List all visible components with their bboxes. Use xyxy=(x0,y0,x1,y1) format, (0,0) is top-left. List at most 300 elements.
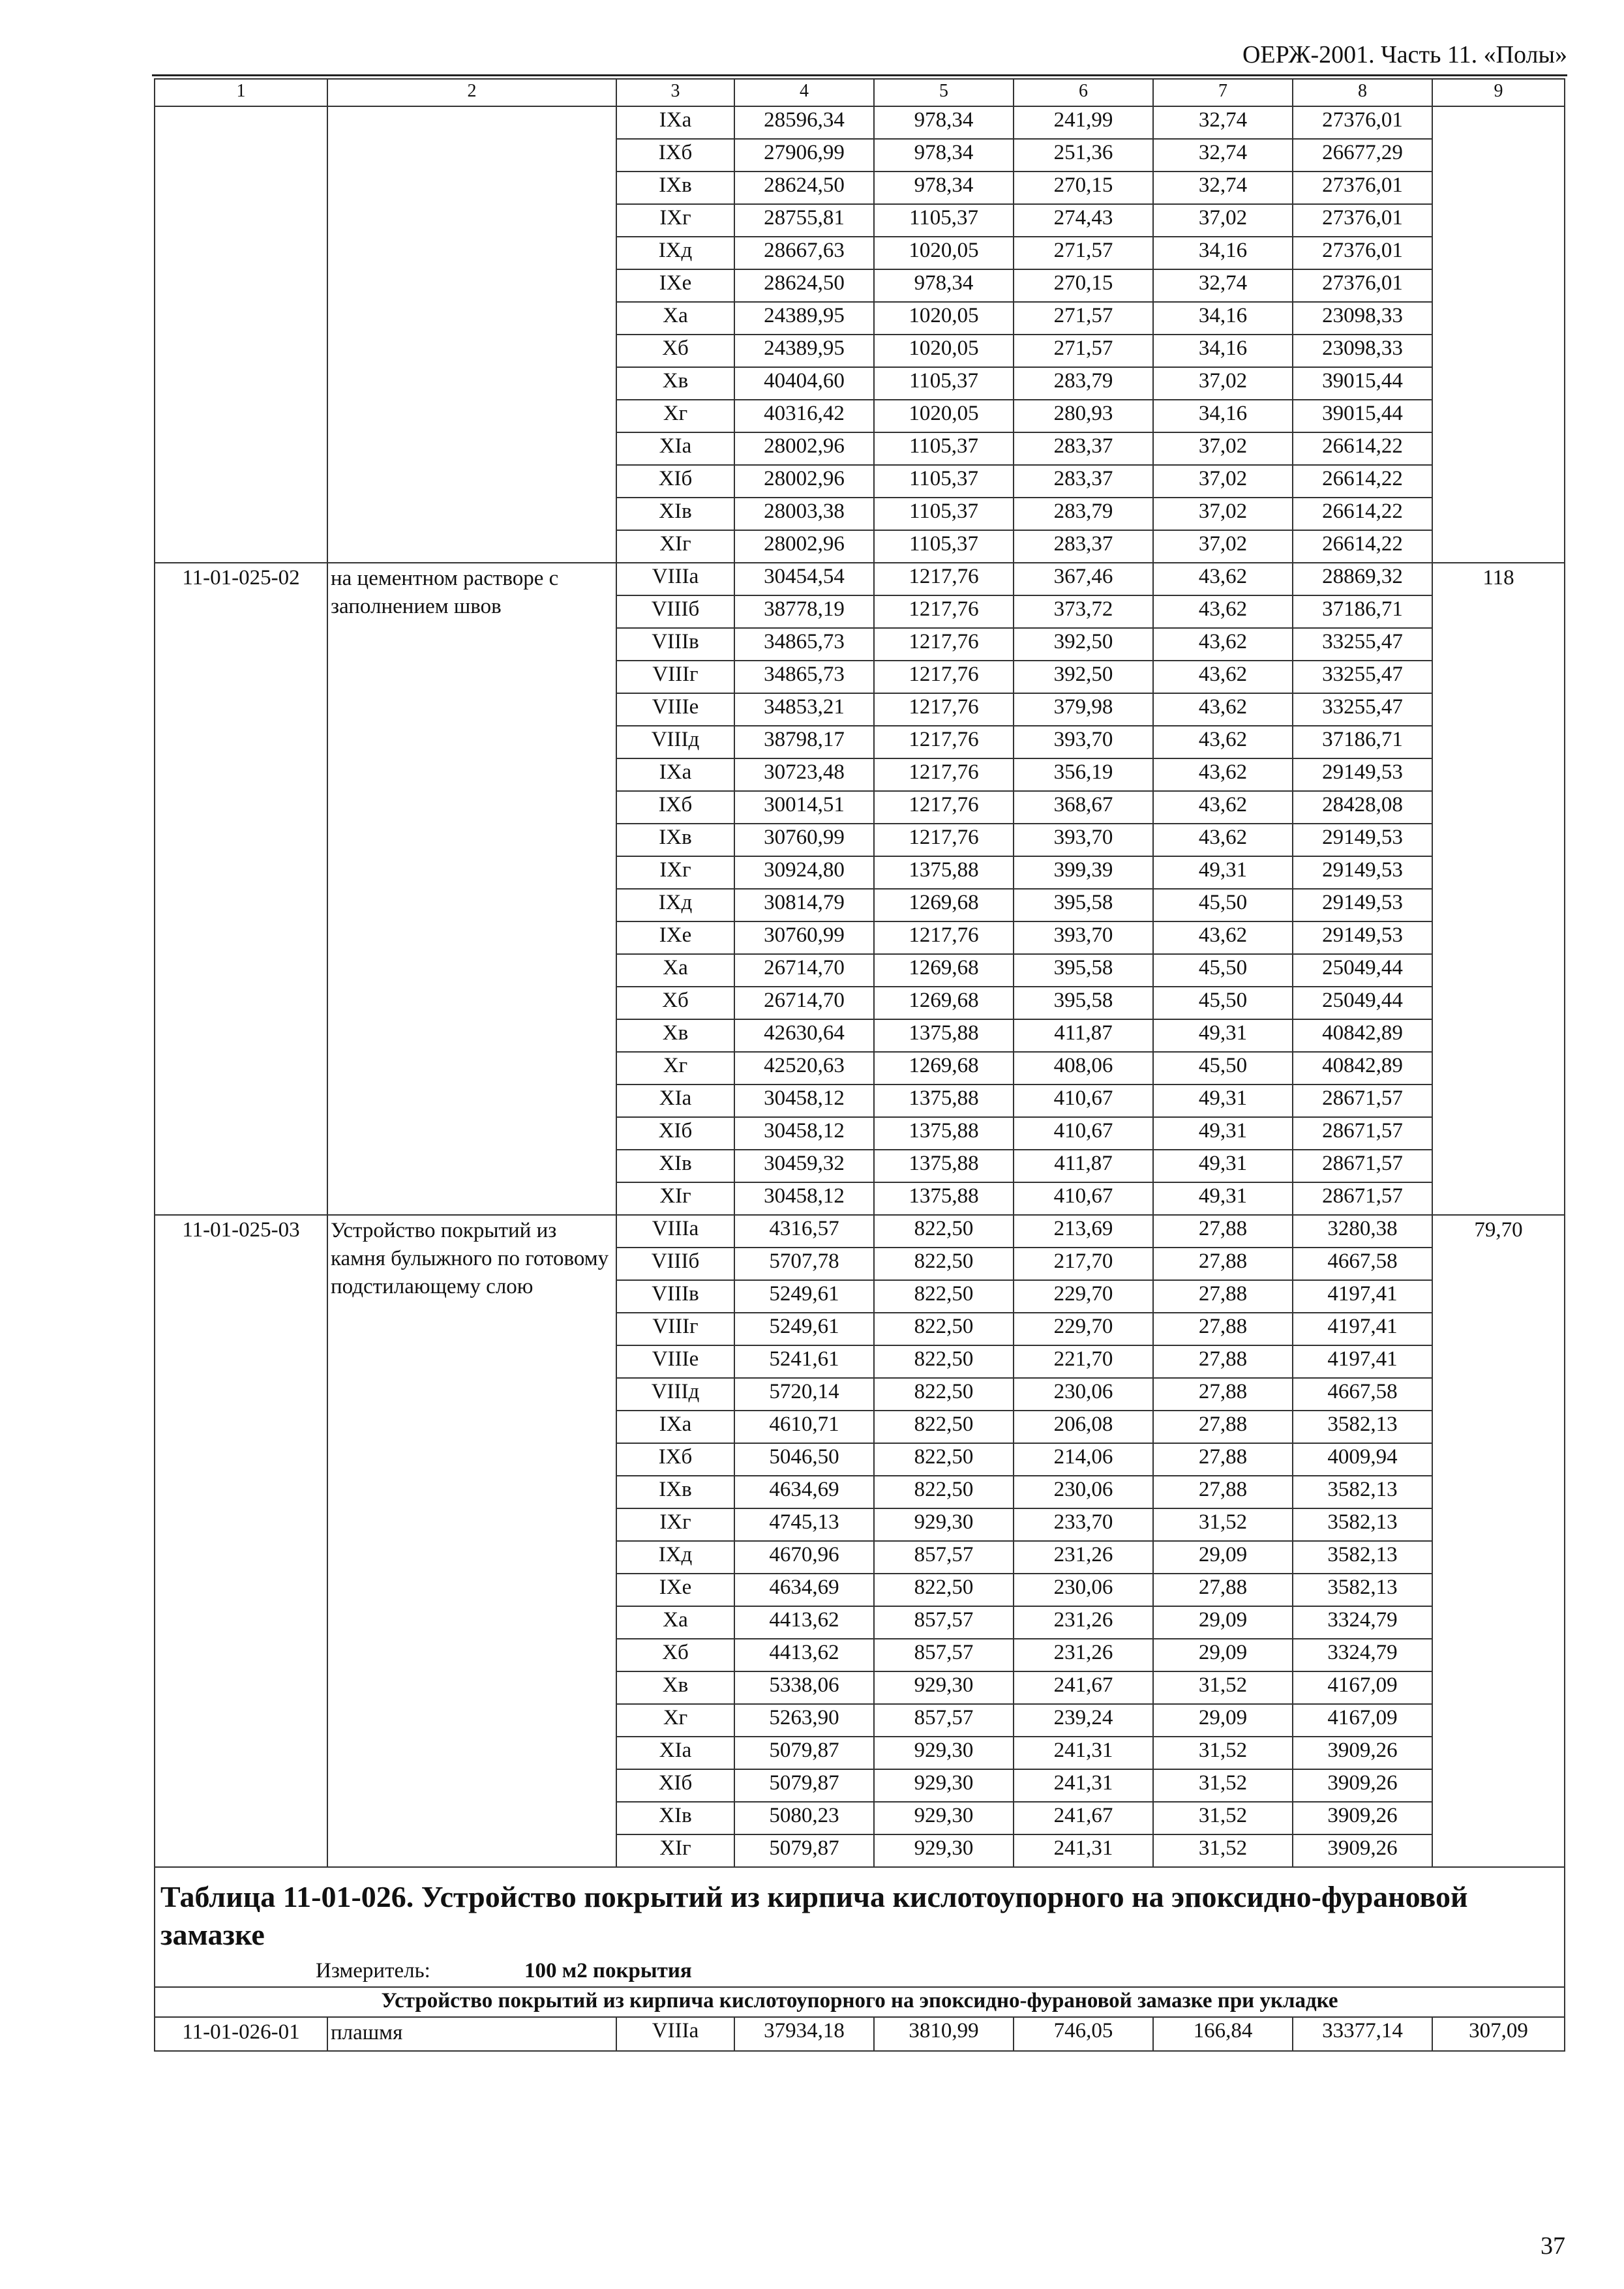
value-cell: 3582,13 xyxy=(1293,1541,1432,1574)
value-cell: 42520,63 xyxy=(734,1052,874,1085)
item-description: на цементном растворе с заполнением швов xyxy=(327,563,616,1215)
value-cell: 822,50 xyxy=(874,1280,1014,1313)
table-row xyxy=(155,106,1565,139)
zone-cell: XIа xyxy=(616,1085,734,1117)
zone-cell: XIв xyxy=(616,498,734,530)
value-cell: 30723,48 xyxy=(734,758,874,791)
value-cell: 5079,87 xyxy=(734,1737,874,1769)
value-cell: 49,31 xyxy=(1153,1150,1293,1182)
value-cell: 241,67 xyxy=(1014,1671,1153,1704)
value-cell: 274,43 xyxy=(1014,204,1153,237)
value-cell: 4610,71 xyxy=(734,1411,874,1443)
value-cell: 239,24 xyxy=(1014,1704,1153,1737)
value-cell: 4197,41 xyxy=(1293,1280,1432,1313)
zone-cell: VIIIе xyxy=(616,693,734,726)
value-cell: 49,31 xyxy=(1153,1117,1293,1150)
value-cell: 271,57 xyxy=(1014,237,1153,269)
value-cell: 166,84 xyxy=(1153,2017,1293,2051)
value-cell: 5249,61 xyxy=(734,1280,874,1313)
value-cell: 29,09 xyxy=(1153,1606,1293,1639)
table-row xyxy=(155,2017,1565,2051)
value-cell: 929,30 xyxy=(874,1834,1014,1867)
value-cell: 1105,37 xyxy=(874,530,1014,563)
value-cell: 33255,47 xyxy=(1293,628,1432,661)
value-cell: 29149,53 xyxy=(1293,758,1432,791)
value-cell: 25049,44 xyxy=(1293,954,1432,987)
zone-cell: IXа xyxy=(616,758,734,791)
value-cell: 5079,87 xyxy=(734,1769,874,1802)
value-cell: 206,08 xyxy=(1014,1411,1153,1443)
value-cell: 30458,12 xyxy=(734,1117,874,1150)
value-cell: 27,88 xyxy=(1153,1280,1293,1313)
value-cell: 25049,44 xyxy=(1293,987,1432,1019)
value-cell: 822,50 xyxy=(874,1215,1014,1248)
zone-cell: XIв xyxy=(616,1150,734,1182)
value-cell: 37934,18 xyxy=(734,2017,874,2051)
value-cell: 1375,88 xyxy=(874,1019,1014,1052)
header-rule xyxy=(152,74,1567,76)
column-number: 4 xyxy=(734,79,874,106)
zone-cell: XIб xyxy=(616,1117,734,1150)
value-cell: 28869,32 xyxy=(1293,563,1432,595)
value-cell: 822,50 xyxy=(874,1411,1014,1443)
zone-cell: IXг xyxy=(616,204,734,237)
value-cell: 270,15 xyxy=(1014,269,1153,302)
value-cell: 4413,62 xyxy=(734,1639,874,1671)
value-cell: 31,52 xyxy=(1153,1769,1293,1802)
value-cell: 45,50 xyxy=(1153,889,1293,921)
value-cell: 978,34 xyxy=(874,269,1014,302)
total-col9 xyxy=(1432,106,1565,563)
value-cell: 5241,61 xyxy=(734,1345,874,1378)
value-cell: 34853,21 xyxy=(734,693,874,726)
value-cell: 4667,58 xyxy=(1293,1248,1432,1280)
value-cell: 34865,73 xyxy=(734,628,874,661)
value-cell: 3280,38 xyxy=(1293,1215,1432,1248)
value-cell: 43,62 xyxy=(1153,693,1293,726)
page-number: 37 xyxy=(1541,2232,1565,2260)
value-cell: 367,46 xyxy=(1014,563,1153,595)
value-cell: 929,30 xyxy=(874,1737,1014,1769)
value-cell: 27376,01 xyxy=(1293,172,1432,204)
value-cell: 39015,44 xyxy=(1293,367,1432,400)
value-cell: 1217,76 xyxy=(874,921,1014,954)
value-cell: 857,57 xyxy=(874,1541,1014,1574)
value-cell: 43,62 xyxy=(1153,758,1293,791)
zone-cell: Xа xyxy=(616,302,734,335)
zone-cell: VIIIв xyxy=(616,628,734,661)
value-cell: 241,31 xyxy=(1014,1737,1153,1769)
value-cell: 49,31 xyxy=(1153,1085,1293,1117)
value-cell: 3324,79 xyxy=(1293,1606,1432,1639)
value-cell: 1269,68 xyxy=(874,987,1014,1019)
value-cell: 30014,51 xyxy=(734,791,874,824)
column-number: 3 xyxy=(616,79,734,106)
zone-cell: Xб xyxy=(616,335,734,367)
value-cell: 49,31 xyxy=(1153,1019,1293,1052)
value-cell: 1217,76 xyxy=(874,693,1014,726)
value-cell: 28002,96 xyxy=(734,432,874,465)
value-cell: 411,87 xyxy=(1014,1150,1153,1182)
value-cell: 31,52 xyxy=(1153,1737,1293,1769)
value-cell: 3582,13 xyxy=(1293,1574,1432,1606)
value-cell: 5079,87 xyxy=(734,1834,874,1867)
value-cell: 33377,14 xyxy=(1293,2017,1432,2051)
value-cell: 32,74 xyxy=(1153,139,1293,172)
value-cell: 49,31 xyxy=(1153,856,1293,889)
zone-cell: VIIIе xyxy=(616,1345,734,1378)
value-cell: 395,58 xyxy=(1014,954,1153,987)
value-cell: 4667,58 xyxy=(1293,1378,1432,1411)
value-cell: 392,50 xyxy=(1014,661,1153,693)
value-cell: 3909,26 xyxy=(1293,1769,1432,1802)
value-cell: 34,16 xyxy=(1153,335,1293,367)
value-cell: 45,50 xyxy=(1153,954,1293,987)
value-cell: 29,09 xyxy=(1153,1639,1293,1671)
value-cell: 4197,41 xyxy=(1293,1313,1432,1345)
value-cell: 978,34 xyxy=(874,106,1014,139)
value-cell: 4634,69 xyxy=(734,1574,874,1606)
value-cell: 393,70 xyxy=(1014,921,1153,954)
value-cell: 32,74 xyxy=(1153,172,1293,204)
zone-cell: XIа xyxy=(616,432,734,465)
column-number: 1 xyxy=(155,79,327,106)
value-cell: 3582,13 xyxy=(1293,1476,1432,1508)
price-table xyxy=(154,78,1565,2052)
value-cell: 3909,26 xyxy=(1293,1737,1432,1769)
column-number-row xyxy=(155,79,1565,106)
value-cell: 33255,47 xyxy=(1293,693,1432,726)
value-cell: 1020,05 xyxy=(874,335,1014,367)
zone-cell: VIIIа xyxy=(616,2017,734,2051)
value-cell: 40842,89 xyxy=(1293,1019,1432,1052)
value-cell: 231,26 xyxy=(1014,1541,1153,1574)
zone-cell: Xв xyxy=(616,1019,734,1052)
value-cell: 1375,88 xyxy=(874,856,1014,889)
value-cell: 3909,26 xyxy=(1293,1834,1432,1867)
value-cell: 40842,89 xyxy=(1293,1052,1432,1085)
value-cell: 5249,61 xyxy=(734,1313,874,1345)
zone-cell: IXв xyxy=(616,172,734,204)
value-cell: 27,88 xyxy=(1153,1411,1293,1443)
value-cell: 29149,53 xyxy=(1293,856,1432,889)
column-number: 7 xyxy=(1153,79,1293,106)
value-cell: 1375,88 xyxy=(874,1117,1014,1150)
table-title: Таблица 11-01-026. Устройство покрытий из кирпича кислотоупорного на эпоксидно-фурановой замазке xyxy=(155,1867,1565,1958)
zone-cell: Xа xyxy=(616,1606,734,1639)
item-description: Устройство покрытий из камня булыжного по готовому подстилающему слою xyxy=(327,1215,616,1867)
value-cell: 392,50 xyxy=(1014,628,1153,661)
value-cell: 28671,57 xyxy=(1293,1117,1432,1150)
zone-cell: IXа xyxy=(616,1411,734,1443)
zone-cell: VIIIб xyxy=(616,595,734,628)
zone-cell: VIIIв xyxy=(616,1280,734,1313)
value-cell: 49,31 xyxy=(1153,1182,1293,1215)
zone-cell: VIIIд xyxy=(616,726,734,758)
value-cell: 857,57 xyxy=(874,1639,1014,1671)
value-cell: 373,72 xyxy=(1014,595,1153,628)
value-cell: 43,62 xyxy=(1153,791,1293,824)
value-cell: 3582,13 xyxy=(1293,1411,1432,1443)
value-cell: 27,88 xyxy=(1153,1443,1293,1476)
value-cell: 42630,64 xyxy=(734,1019,874,1052)
value-cell: 229,70 xyxy=(1014,1280,1153,1313)
value-cell: 30454,54 xyxy=(734,563,874,595)
value-cell: 1375,88 xyxy=(874,1085,1014,1117)
value-cell: 27,88 xyxy=(1153,1345,1293,1378)
zone-cell: IXе xyxy=(616,1574,734,1606)
value-cell: 822,50 xyxy=(874,1378,1014,1411)
zone-cell: IXб xyxy=(616,139,734,172)
value-cell: 30760,99 xyxy=(734,921,874,954)
zone-cell: VIIIб xyxy=(616,1248,734,1280)
zone-cell: XIб xyxy=(616,465,734,498)
value-cell: 5707,78 xyxy=(734,1248,874,1280)
value-cell: 1020,05 xyxy=(874,237,1014,269)
value-cell: 221,70 xyxy=(1014,1345,1153,1378)
value-cell: 28596,34 xyxy=(734,106,874,139)
value-cell: 45,50 xyxy=(1153,1052,1293,1085)
value-cell: 43,62 xyxy=(1153,661,1293,693)
zone-cell: IXв xyxy=(616,1476,734,1508)
table-row xyxy=(155,1215,1565,1248)
value-cell: 4745,13 xyxy=(734,1508,874,1541)
zone-cell: IXг xyxy=(616,856,734,889)
zone-cell: XIв xyxy=(616,1802,734,1834)
value-cell: 40404,60 xyxy=(734,367,874,400)
zone-cell: IXа xyxy=(616,106,734,139)
value-cell: 857,57 xyxy=(874,1704,1014,1737)
zone-cell: XIг xyxy=(616,530,734,563)
running-header: ОЕРЖ-2001. Часть 11. «Полы» xyxy=(1242,41,1567,68)
value-cell: 23098,33 xyxy=(1293,302,1432,335)
value-cell: 26614,22 xyxy=(1293,465,1432,498)
value-cell: 230,06 xyxy=(1014,1476,1153,1508)
zone-cell: XIб xyxy=(616,1769,734,1802)
value-cell: 3810,99 xyxy=(874,2017,1014,2051)
item-code: 11-01-025-02 xyxy=(155,563,327,1215)
value-cell: 231,26 xyxy=(1014,1639,1153,1671)
value-cell: 410,67 xyxy=(1014,1085,1153,1117)
value-cell: 43,62 xyxy=(1153,563,1293,595)
value-cell: 30924,80 xyxy=(734,856,874,889)
zone-cell: Xг xyxy=(616,1704,734,1737)
value-cell: 822,50 xyxy=(874,1476,1014,1508)
value-cell: 271,57 xyxy=(1014,335,1153,367)
zone-cell: VIIIа xyxy=(616,563,734,595)
value-cell: 27,88 xyxy=(1153,1476,1293,1508)
value-cell: 24389,95 xyxy=(734,302,874,335)
value-cell: 399,39 xyxy=(1014,856,1153,889)
value-cell: 822,50 xyxy=(874,1313,1014,1345)
value-cell: 241,67 xyxy=(1014,1802,1153,1834)
value-cell: 27,88 xyxy=(1153,1248,1293,1280)
total-col9: 118 xyxy=(1432,563,1565,1215)
value-cell: 37,02 xyxy=(1153,498,1293,530)
value-cell: 30458,12 xyxy=(734,1182,874,1215)
value-cell: 5263,90 xyxy=(734,1704,874,1737)
item-code xyxy=(155,106,327,563)
column-number: 5 xyxy=(874,79,1014,106)
value-cell: 411,87 xyxy=(1014,1019,1153,1052)
value-cell: 30458,12 xyxy=(734,1085,874,1117)
value-cell: 1105,37 xyxy=(874,432,1014,465)
zone-cell: VIIIг xyxy=(616,661,734,693)
value-cell: 1217,76 xyxy=(874,595,1014,628)
value-cell: 978,34 xyxy=(874,139,1014,172)
value-cell: 929,30 xyxy=(874,1508,1014,1541)
value-cell: 379,98 xyxy=(1014,693,1153,726)
value-cell: 1217,76 xyxy=(874,563,1014,595)
value-cell: 28671,57 xyxy=(1293,1182,1432,1215)
value-cell: 229,70 xyxy=(1014,1313,1153,1345)
value-cell: 5720,14 xyxy=(734,1378,874,1411)
value-cell: 1105,37 xyxy=(874,367,1014,400)
value-cell: 5080,23 xyxy=(734,1802,874,1834)
value-cell: 1269,68 xyxy=(874,954,1014,987)
value-cell: 5046,50 xyxy=(734,1443,874,1476)
value-cell: 28624,50 xyxy=(734,172,874,204)
value-cell: 283,37 xyxy=(1014,530,1153,563)
value-cell: 1217,76 xyxy=(874,628,1014,661)
value-cell: 393,70 xyxy=(1014,824,1153,856)
value-cell: 43,62 xyxy=(1153,595,1293,628)
value-cell: 857,57 xyxy=(874,1606,1014,1639)
value-cell: 4316,57 xyxy=(734,1215,874,1248)
zone-cell: XIг xyxy=(616,1834,734,1867)
value-cell: 822,50 xyxy=(874,1443,1014,1476)
value-cell: 213,69 xyxy=(1014,1215,1153,1248)
zone-cell: IXб xyxy=(616,1443,734,1476)
value-cell: 43,62 xyxy=(1153,921,1293,954)
value-cell: 410,67 xyxy=(1014,1117,1153,1150)
value-cell: 408,06 xyxy=(1014,1052,1153,1085)
value-cell: 28755,81 xyxy=(734,204,874,237)
value-cell: 37,02 xyxy=(1153,465,1293,498)
value-cell: 4197,41 xyxy=(1293,1345,1432,1378)
value-cell: 5338,06 xyxy=(734,1671,874,1704)
value-cell: 1217,76 xyxy=(874,726,1014,758)
value-cell: 283,79 xyxy=(1014,367,1153,400)
value-cell: 28671,57 xyxy=(1293,1085,1432,1117)
value-cell: 26614,22 xyxy=(1293,432,1432,465)
value-cell: 280,93 xyxy=(1014,400,1153,432)
value-cell: 4413,62 xyxy=(734,1606,874,1639)
value-cell: 28671,57 xyxy=(1293,1150,1432,1182)
value-cell: 241,31 xyxy=(1014,1834,1153,1867)
value-cell: 37,02 xyxy=(1153,432,1293,465)
value-cell: 37,02 xyxy=(1153,530,1293,563)
item-description: плашмя xyxy=(327,2017,616,2051)
column-number: 2 xyxy=(327,79,616,106)
value-cell: 30814,79 xyxy=(734,889,874,921)
value-cell: 283,79 xyxy=(1014,498,1153,530)
value-cell: 27,88 xyxy=(1153,1378,1293,1411)
value-cell: 37,02 xyxy=(1153,367,1293,400)
value-cell: 27906,99 xyxy=(734,139,874,172)
value-cell: 1105,37 xyxy=(874,498,1014,530)
column-number: 9 xyxy=(1432,79,1565,106)
value-cell: 43,62 xyxy=(1153,824,1293,856)
value-cell: 1020,05 xyxy=(874,302,1014,335)
value-cell: 23098,33 xyxy=(1293,335,1432,367)
value-cell: 1375,88 xyxy=(874,1182,1014,1215)
value-cell: 33255,47 xyxy=(1293,661,1432,693)
value-cell: 1269,68 xyxy=(874,1052,1014,1085)
value-cell: 3909,26 xyxy=(1293,1802,1432,1834)
zone-cell: Xг xyxy=(616,400,734,432)
value-cell: 1105,37 xyxy=(874,204,1014,237)
zone-cell: VIIIг xyxy=(616,1313,734,1345)
value-cell: 1020,05 xyxy=(874,400,1014,432)
value-cell: 1217,76 xyxy=(874,791,1014,824)
value-cell: 43,62 xyxy=(1153,628,1293,661)
zone-cell: IXе xyxy=(616,921,734,954)
value-cell: 29149,53 xyxy=(1293,824,1432,856)
value-cell: 27,88 xyxy=(1153,1215,1293,1248)
value-cell: 410,67 xyxy=(1014,1182,1153,1215)
value-cell: 26677,29 xyxy=(1293,139,1432,172)
value-cell: 393,70 xyxy=(1014,726,1153,758)
value-cell: 34,16 xyxy=(1153,237,1293,269)
value-cell: 27376,01 xyxy=(1293,106,1432,139)
zone-cell: IXб xyxy=(616,791,734,824)
value-cell: 1269,68 xyxy=(874,889,1014,921)
item-code: 11-01-025-03 xyxy=(155,1215,327,1867)
value-cell: 27,88 xyxy=(1153,1574,1293,1606)
measure-label: Измеритель: xyxy=(316,1959,430,1982)
zone-cell: XIа xyxy=(616,1737,734,1769)
item-code: 11-01-026-01 xyxy=(155,2017,327,2051)
value-cell: 4634,69 xyxy=(734,1476,874,1508)
value-cell: 395,58 xyxy=(1014,987,1153,1019)
zone-cell: Xв xyxy=(616,367,734,400)
value-cell: 231,26 xyxy=(1014,1606,1153,1639)
value-cell: 270,15 xyxy=(1014,172,1153,204)
value-cell: 34865,73 xyxy=(734,661,874,693)
value-cell: 31,52 xyxy=(1153,1834,1293,1867)
value-cell: 32,74 xyxy=(1153,106,1293,139)
value-cell: 283,37 xyxy=(1014,432,1153,465)
value-cell: 241,31 xyxy=(1014,1769,1153,1802)
column-number: 6 xyxy=(1014,79,1153,106)
measure-cell xyxy=(155,1958,1565,1987)
value-cell: 32,74 xyxy=(1153,269,1293,302)
value-cell: 43,62 xyxy=(1153,726,1293,758)
value-cell: 1217,76 xyxy=(874,758,1014,791)
value-cell: 271,57 xyxy=(1014,302,1153,335)
value-cell: 929,30 xyxy=(874,1671,1014,1704)
value-cell: 39015,44 xyxy=(1293,400,1432,432)
item-description xyxy=(327,106,616,563)
zone-cell: IXд xyxy=(616,1541,734,1574)
value-cell: 26614,22 xyxy=(1293,498,1432,530)
value-cell: 1217,76 xyxy=(874,824,1014,856)
value-cell: 26614,22 xyxy=(1293,530,1432,563)
value-cell: 1217,76 xyxy=(874,661,1014,693)
value-cell: 822,50 xyxy=(874,1345,1014,1378)
value-cell: 4167,09 xyxy=(1293,1704,1432,1737)
value-cell: 29,09 xyxy=(1153,1541,1293,1574)
value-cell: 31,52 xyxy=(1153,1508,1293,1541)
value-cell: 28428,08 xyxy=(1293,791,1432,824)
value-cell: 27376,01 xyxy=(1293,204,1432,237)
value-cell: 356,19 xyxy=(1014,758,1153,791)
value-cell: 233,70 xyxy=(1014,1508,1153,1541)
value-cell: 26714,70 xyxy=(734,987,874,1019)
value-cell: 746,05 xyxy=(1014,2017,1153,2051)
value-cell: 4009,94 xyxy=(1293,1443,1432,1476)
